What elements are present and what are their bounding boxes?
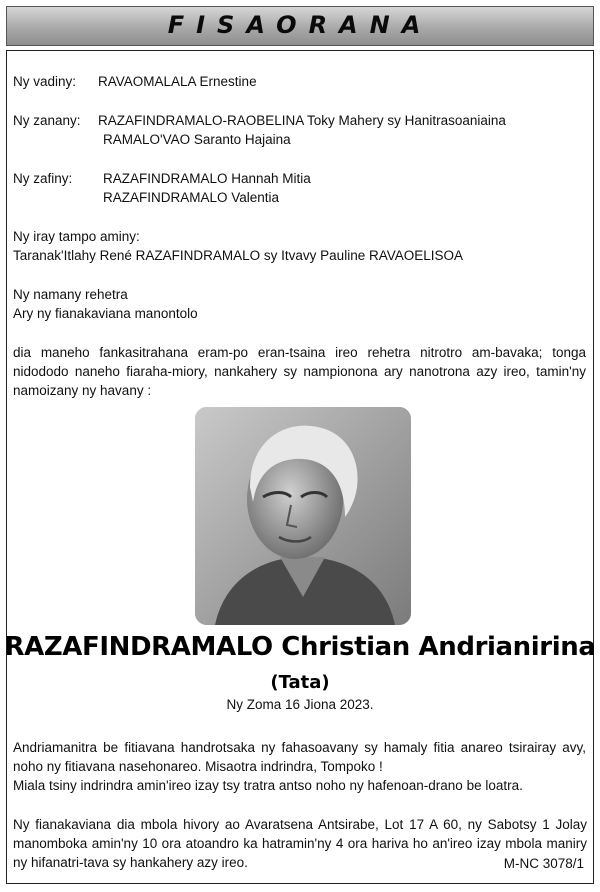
tampo-label: Ny iray tampo aminy: [13, 229, 140, 244]
zafiny-line1: RAZAFINDRAMALO Hannah Mitia [103, 171, 311, 186]
zanany-line2: RAMALO'VAO Saranto Hajaina [103, 132, 291, 147]
vadiny-label: Ny vadiny: [13, 74, 77, 89]
header-banner [6, 6, 594, 46]
vadiny-name: RAVAOMALALA Ernestine [98, 74, 257, 89]
intro-paragraph: dia maneho fankasitrahana eram-po eran-tsaina ireo rehetra nitrotro am-bavaka; tonga nidododo naneho fiaraha-miory, nankahery sy nampionona ary nanotrona azy ireo, tamin'ny namoizany ny havany : [13, 345, 586, 398]
reference-code: M-NC 3078/1 [503, 856, 584, 871]
zanany-label: Ny zanany: [13, 113, 81, 128]
zafiny-line2: RAZAFINDRAMALO Valentia [103, 190, 280, 205]
namany-line: Ny namany rehetra [13, 287, 128, 302]
deceased-name: RAZAFINDRAMALO Christian Andrianirina [4, 632, 596, 662]
deceased-nickname: (Tata) [270, 672, 330, 693]
tampo-names: Taranak'Itlahy René RAZAFINDRAMALO sy Itvavy Pauline RAVAOELISOA [13, 248, 463, 263]
page-title: FISAORANA [167, 11, 433, 39]
deceased-portrait [195, 407, 411, 625]
portrait-image [195, 407, 411, 625]
thanks-paragraph: Andriamanitra be fitiavana handrotsaka ny fahasoavany sy hamaly fitia anareo tsirairay avy, noho ny fitiavana nasehonareo. Misaotra indrindra, Tompoko ! [13, 740, 586, 774]
gathering-paragraph: Ny fianakaviana dia mbola hivory ao Avaratsena Antsirabe, Lot 17 A 60, ny Sabotsy 1 Jolay manomboka amin'ny 10 ora atoandro ka hatramin'ny 4 ora hariva ho an'ireo izay mbola maniry ny hifanatri-tava sy hankahery azy ireo. [13, 817, 587, 870]
zafiny-label: Ny zafiny: [13, 171, 73, 186]
fianakaviana-line: Ary ny fianakaviana manontolo [13, 306, 198, 321]
death-date: Ny Zoma 16 Jiona 2023. [226, 697, 374, 712]
zanany-line1: RAZAFINDRAMALO-RAOBELINA Toky Mahery sy Hanitrasoaniaina [98, 113, 506, 128]
apology-line: Miala tsiny indrindra amin'ireo izay tsy tratra antso noho ny hafenoan-drano be loatra. [13, 778, 523, 793]
